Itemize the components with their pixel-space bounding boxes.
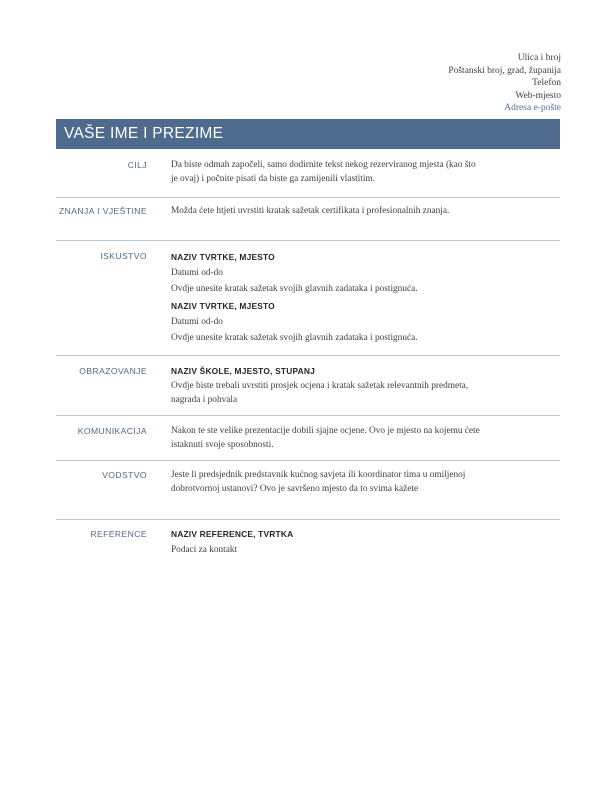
section-label: REFERENCE xyxy=(90,529,147,539)
section-communication xyxy=(56,423,560,461)
section-skills xyxy=(56,203,560,241)
section-body xyxy=(171,363,481,407)
section-education xyxy=(56,363,560,416)
section-body xyxy=(171,204,481,218)
section-body xyxy=(171,526,481,558)
section-label: KOMUNIKACIJA xyxy=(77,426,147,436)
school-title[interactable]: NAZIV ŠKOLE, MJESTO, STUPANJ xyxy=(171,366,315,376)
name-banner xyxy=(56,119,560,149)
contact-phone: Telefon xyxy=(532,78,561,89)
section-label: ISKUSTVO xyxy=(100,251,147,261)
section-body xyxy=(171,249,481,346)
full-name[interactable]: VAŠE IME I PREZIME xyxy=(64,125,224,142)
contact-street: Ulica i broj xyxy=(517,53,561,63)
job-dates[interactable]: Datumi od-do xyxy=(171,268,223,279)
communication-text[interactable]: Nakon te ste velike prezentacije dobili sjajne ocjene. Ovo je mjesto na kojemu ćete istaknuti svoje sposobnosti. xyxy=(171,426,480,450)
job-title[interactable]: NAZIV TVRTKE, MJESTO xyxy=(171,252,275,262)
leadership-text[interactable]: Jeste li predsjednik predstavnik kućnog savjeta ili koordinator tima u omiljenoj dobrotvornoj ustanovi? Ovo je savršeno mjesto da to svima kažete xyxy=(171,470,466,494)
contact-web: Web-mjesto xyxy=(515,90,561,101)
section-experience xyxy=(56,248,560,356)
job-description[interactable]: Ovdje unesite kratak sažetak svojih glavnih zadataka i postignuća. xyxy=(171,284,418,295)
job-description[interactable]: Ovdje unesite kratak sažetak svojih glavnih zadataka i postignuća. xyxy=(171,333,418,344)
education-text[interactable]: Ovdje biste trebali uvrstiti prosjek ocjena i kratak sažetak relevantnih predmeta, nagrada i pohvala xyxy=(171,381,469,405)
contact-block xyxy=(448,52,561,115)
section-body xyxy=(171,158,481,186)
section-label: OBRAZOVANJE xyxy=(79,366,147,376)
section-body xyxy=(171,424,481,452)
section-leadership xyxy=(56,467,560,520)
section-references xyxy=(56,526,560,562)
job-dates[interactable]: Datumi od-do xyxy=(171,316,223,327)
objective-text[interactable]: Da biste odmah započeli, samo dodirnite tekst nekog rezerviranog mjesta (kao što je ovaj) i počnite pisati da biste ga zamijenili vlastitim. xyxy=(171,160,476,184)
section-label: VODSTVO xyxy=(102,470,147,480)
contact-email[interactable]: Adresa e-pošte xyxy=(504,103,561,114)
section-body xyxy=(171,468,481,496)
job-title[interactable]: NAZIV TVRTKE, MJESTO xyxy=(171,300,275,311)
reference-text[interactable]: Podaci za kontakt xyxy=(171,545,238,555)
contact-postal: Poštanski broj, grad, županija xyxy=(448,65,561,76)
section-label: ZNANJA I VJEŠTINE xyxy=(59,206,147,216)
reference-title[interactable]: NAZIV REFERENCE, TVRTKA xyxy=(171,529,294,539)
section-label: CILJ xyxy=(127,160,147,170)
skills-text[interactable]: Možda ćete htjeti uvrstiti kratak sažetak certifikata i profesionalnih znanja. xyxy=(171,206,450,216)
section-objective xyxy=(56,158,560,198)
